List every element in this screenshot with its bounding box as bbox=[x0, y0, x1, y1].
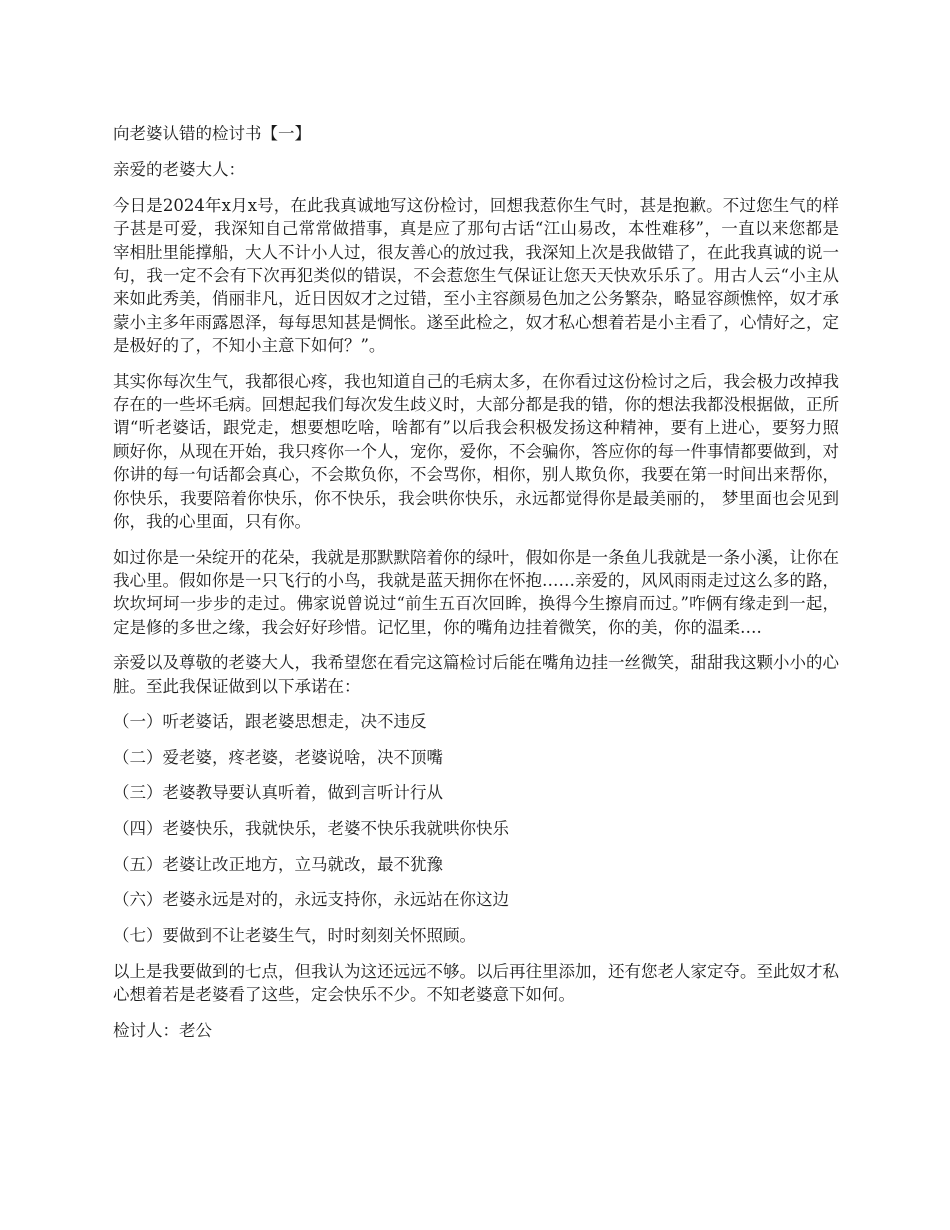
promise-item-4: （四）老婆快乐，我就快乐，老婆不快乐我就哄你快乐 bbox=[113, 819, 509, 839]
document-title: 向老婆认错的检讨书【一】 bbox=[113, 124, 311, 143]
promise-item-5: （五）老婆让改正地方，立马就改，最不犹豫 bbox=[113, 854, 443, 874]
body-paragraph-4: 亲爱以及尊敬的老婆大人，我希望您在看完这篇检讨后能在嘴角边挂一丝微笑，甜甜我这颗小小的心脏。至此我保证做到以下承诺在： bbox=[113, 653, 839, 696]
salutation: 亲爱的老婆大人： bbox=[113, 160, 245, 180]
promise-item-3: （三）老婆教导要认真听着，做到言听计行从 bbox=[113, 783, 443, 803]
promise-item-2: （二）爱老婆，疼老婆，老婆说啥，决不顶嘴 bbox=[113, 747, 443, 767]
body-paragraph-3: 如过你是一朵绽开的花朵，我就是那默默陪着你的绿叶，假如你是一条鱼儿我就是一条小溪，让你在我心里。假如你是一只飞行的小鸟，我就是蓝天拥你在怀抱……亲爱的，风风雨雨走过这么多的路，坎坎坷坷一步步的走过。佛家说曾说过“前生五百次回眸，换得今生擦肩而过。”咋俩有缘走到一起，定是修的多世之缘，我会好好珍惜。记忆里，你的嘴角边挂着微笑，你的美，你的温柔…. bbox=[113, 547, 839, 637]
closing-paragraph: 以上是我要做到的七点，但我认为这还远远不够。以后再往里添加，还有您老人家定夺。至此奴才私心想着若是老婆看了这些，定会快乐不少。不知老婆意下如何。 bbox=[113, 961, 839, 1005]
body-paragraph-2: 其实你每次生气，我都很心疼，我也知道自己的毛病太多，在你看过这份检讨之后，我会极力改掉我存在的一些坏毛病。回想起我们每次发生歧义时，大部分都是我的错，你的想法我都没根据做，正所谓“听老婆话，跟党走，想要想吃啥，啥都有”以后我会积极发扬这种精神，要有上进心，要努力照顾好你，从现在开始，我只疼你一个人，宠你，爱你，不会骗你，答应你的每一件事情都要做到，对你讲的每一句话都会真心，不会欺负你，不会骂你，相你，别人欺负你，我要在第一时间出来帮你，你快乐，我要陪着你快乐，你不快乐，我会哄你快乐，永远都觉得你是最美丽的， 梦里面也会见到你，我的心里面，只有你。 bbox=[113, 371, 839, 532]
promise-item-1: （一）听老婆话，跟老婆思想走，决不违反 bbox=[113, 711, 427, 731]
promise-item-7: （七）要做到不让老婆生气，时时刻刻关怀照顾。 bbox=[113, 926, 476, 946]
document-page bbox=[113, 122, 839, 1054]
signature: 检讨人：老公 bbox=[113, 1020, 212, 1040]
body-paragraph-1: 今日是2024年x月x号，在此我真诚地写这份检讨，回想我惹你生气时，甚是抱歉。不过您生气的样子甚是可爱，我深知自己常常做措事，真是应了那句古话“江山易改，本性难移”，一直以来您都是宰相肚里能撑船，大人不计小人过，很友善心的放过我，我深知上次是我做错了，在此我真诚的说一句，我一定不会有下次再犯类似的错误，不会惹您生气保证让您天天快欢乐乐了。用古人云“小主从来如此秀美，俏丽非凡，近日因奴才之过错，至小主容颜易色加之公务繁杂，略显容颜憔悴，奴才承蒙小主多年雨露恩泽，每每思知甚是惆怅。遂至此检之，奴才私心想着若是小主看了，心情好之，定是极好的了，不知小主意下如何？”。 bbox=[113, 195, 839, 356]
promise-item-6: （六）老婆永远是对的，永远支持你，永远站在你这边 bbox=[113, 890, 509, 910]
